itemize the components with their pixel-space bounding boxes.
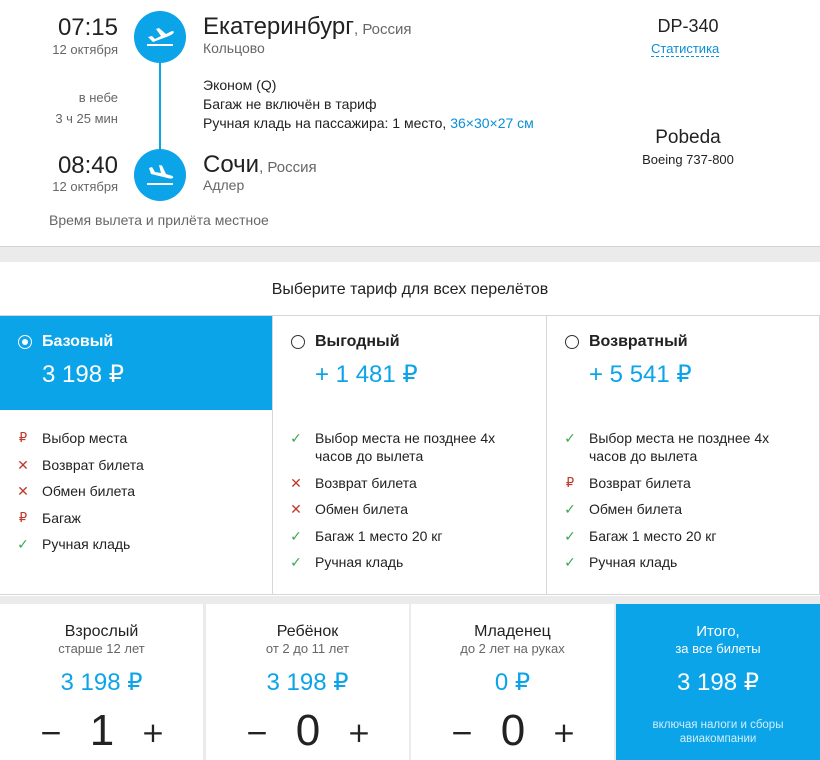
takeoff-icon [134, 11, 186, 63]
tariff-name: Выгодный [315, 333, 400, 350]
radio-icon[interactable] [291, 335, 305, 349]
increment-button[interactable]: + [138, 714, 168, 750]
tariff-option-profitable[interactable] [272, 315, 546, 595]
passenger-count: 1 [89, 706, 115, 755]
feature-item [273, 474, 546, 492]
feature-text: Выбор места [42, 430, 128, 446]
in-air-label: в небе [78, 90, 118, 105]
tariff-features [273, 429, 546, 580]
cross-icon: ✕ [17, 483, 29, 499]
passenger-child [206, 604, 409, 760]
departure-date: 12 октября [52, 42, 118, 57]
tariff-option-basic[interactable] [0, 315, 272, 595]
quantity-stepper [411, 704, 614, 760]
total-title: Итого, [696, 623, 740, 640]
decrement-button[interactable]: − [447, 714, 477, 750]
passenger-count: 0 [295, 706, 321, 755]
tariff-header[interactable] [0, 316, 272, 410]
feature-item [547, 474, 819, 492]
passenger-price: 3 198 ₽ [266, 669, 349, 696]
feature-item [547, 500, 819, 518]
tariff-price: + 5 541 ₽ [589, 361, 692, 388]
fare-info [203, 76, 534, 133]
feature-item [273, 553, 546, 571]
cross-icon: ✕ [17, 456, 29, 473]
passenger-price: 3 198 ₽ [60, 669, 143, 696]
tariff-name: Базовый [42, 333, 114, 350]
increment-button[interactable]: + [549, 714, 579, 750]
quantity-stepper [0, 704, 203, 760]
total-note: включая налоги и сборы авиакомпании [652, 719, 784, 745]
hand-luggage-label: Ручная кладь на пассажира: 1 место, [203, 115, 451, 131]
arrival-airport: Адлер [203, 177, 245, 193]
tariff-header[interactable] [273, 316, 546, 410]
passenger-age: от 2 до 11 лет [265, 641, 350, 656]
increment-button[interactable]: + [344, 714, 374, 750]
feature-text: Обмен билета [589, 501, 683, 517]
feature-text: Обмен билета [42, 483, 136, 499]
check-icon: ✓ [17, 536, 29, 552]
aircraft-model: Boeing 737-800 [642, 152, 734, 167]
feature-item [547, 527, 819, 545]
departure-country: , Россия [353, 21, 412, 38]
radio-selected-icon[interactable] [18, 335, 32, 349]
feature-item [547, 553, 819, 571]
tariff-name: Возвратный [589, 333, 688, 350]
check-icon: ✓ [290, 554, 302, 570]
feature-text: Ручная кладь [315, 554, 404, 570]
ruble-icon: ₽ [18, 509, 28, 525]
passenger-adult [0, 604, 203, 760]
feature-text: Ручная кладь [589, 554, 678, 570]
flight-number: DP-340 [657, 16, 719, 36]
tariff-option-refundable[interactable] [546, 315, 820, 595]
passenger-count: 0 [500, 706, 526, 755]
feature-item [273, 429, 546, 465]
quantity-stepper [206, 704, 409, 760]
flight-card [0, 0, 820, 247]
check-icon: ✓ [564, 554, 576, 570]
cross-icon: ✕ [290, 501, 302, 517]
tariff-features [547, 429, 819, 580]
feature-item [0, 509, 272, 527]
flight-duration: 3 ч 25 мин [55, 111, 118, 126]
departure-airport: Кольцово [203, 40, 265, 56]
feature-item [0, 482, 272, 500]
cabin-class: Эконом (Q) [203, 77, 277, 93]
total-panel [616, 604, 820, 760]
tariff-heading: Выберите тариф для всех перелётов [271, 281, 549, 298]
departure-city [203, 13, 412, 41]
decrement-button[interactable]: − [242, 714, 272, 750]
departure-time: 07:15 [57, 14, 118, 41]
tariff-header[interactable] [547, 316, 819, 410]
feature-text: Выбор места не позднее 4х часов до вылета [315, 430, 496, 464]
cross-icon: ✕ [290, 474, 302, 491]
tariff-price: 3 198 ₽ [42, 361, 124, 388]
arrival-country: , Россия [259, 159, 317, 176]
arrival-city [203, 151, 317, 179]
local-time-note: Время вылета и прилёта местное [49, 212, 269, 228]
passenger-age: старше 12 лет [58, 641, 145, 656]
ruble-icon: ₽ [565, 474, 575, 490]
feature-text: Возврат билета [315, 474, 417, 491]
hand-luggage-size-link[interactable]: 36×30×27 см [450, 115, 534, 131]
airline-name: Pobeda [655, 127, 721, 148]
passenger-age: до 2 лет на руках [460, 641, 565, 656]
feature-text: Возврат билета [42, 456, 144, 473]
baggage-info: Багаж не включён в тариф [203, 96, 377, 112]
hand-luggage-info [203, 114, 534, 133]
total-subtitle: за все билеты [675, 641, 761, 656]
feature-item [273, 527, 546, 545]
arrival-city-name: Сочи [203, 151, 260, 178]
passenger-price: 0 ₽ [494, 669, 531, 696]
feature-text: Ручная кладь [42, 536, 131, 552]
passenger-type: Ребёнок [276, 623, 339, 640]
feature-text: Багаж 1 место 20 кг [589, 527, 717, 544]
feature-text: Обмен билета [315, 501, 409, 517]
check-icon: ✓ [564, 430, 576, 446]
feature-text: Возврат билета [589, 474, 691, 491]
tariff-section [0, 262, 820, 596]
arrival-time: 08:40 [57, 152, 118, 179]
feature-item [547, 429, 819, 465]
check-icon: ✓ [290, 527, 302, 544]
arrival-date: 12 октября [52, 179, 118, 194]
landing-icon [134, 149, 186, 201]
feature-text: Выбор места не позднее 4х часов до вылета [589, 430, 770, 464]
check-icon: ✓ [564, 527, 576, 544]
feature-item [0, 535, 272, 553]
check-icon: ✓ [564, 501, 576, 517]
total-price: 3 198 ₽ [677, 669, 759, 696]
decrement-button[interactable]: − [36, 714, 66, 750]
feature-item [0, 456, 272, 474]
tariff-price: + 1 481 ₽ [315, 361, 418, 388]
radio-icon[interactable] [565, 335, 579, 349]
feature-text: Багаж [42, 509, 81, 526]
departure-city-name: Екатеринбург [203, 13, 354, 40]
feature-item [0, 429, 272, 447]
feature-text: Багаж 1 место 20 кг [315, 527, 443, 544]
passenger-type: Взрослый [64, 623, 139, 640]
feature-item [273, 500, 546, 518]
statistics-link[interactable]: Статистика [651, 41, 720, 56]
ruble-icon: ₽ [18, 430, 28, 445]
passenger-type: Младенец [474, 623, 551, 640]
check-icon: ✓ [290, 430, 302, 446]
tariff-features [0, 429, 272, 562]
passenger-infant [411, 604, 614, 760]
